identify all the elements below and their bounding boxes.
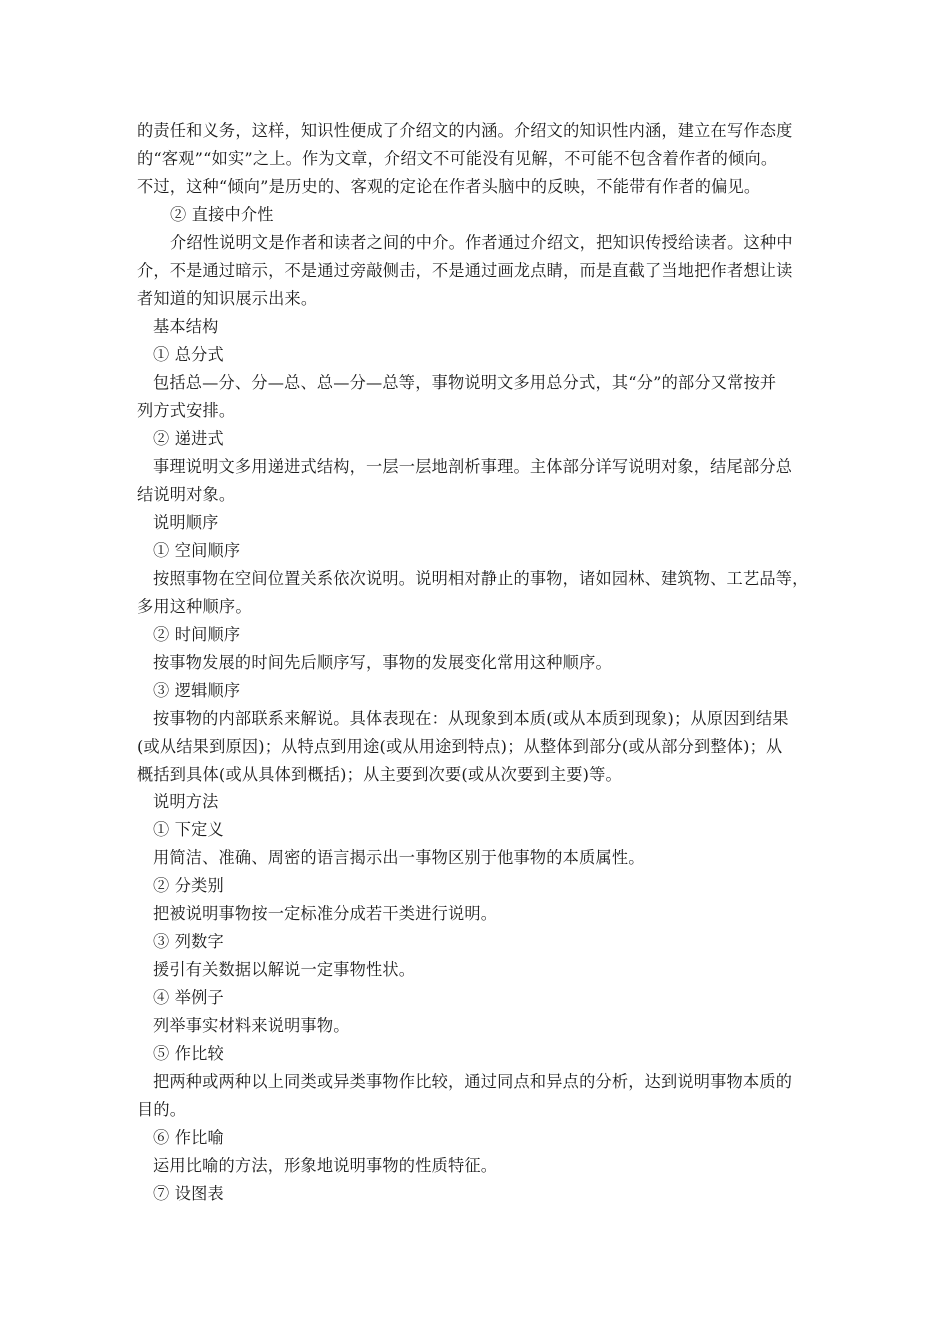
method4-text: 列举事实材料来说明事物。	[153, 1016, 350, 1035]
method5-line-2: 目的。	[137, 1100, 187, 1119]
methods-title: 说明方法	[153, 792, 219, 811]
order-item3-line-2: (或从结果到原因)；从特点到用途(或从用途到特点)；从整体到部分(或从部分到整体)；从	[137, 737, 783, 756]
structure-title: 基本结构	[153, 317, 219, 336]
method6-heading: ⑥ 作比喻	[153, 1128, 224, 1147]
structure-item2-line-2: 结说明对象。	[137, 485, 236, 504]
structure-item2-line-1: 事理说明文多用递进式结构，一层一层地剖析事理。主体部分详写说明对象，结尾部分总	[153, 457, 793, 476]
method7-heading: ⑦ 设图表	[153, 1184, 224, 1203]
method3-heading: ③ 列数字	[153, 932, 224, 951]
order-item2-heading: ② 时间顺序	[153, 625, 241, 644]
method2-text: 把被说明事物按一定标准分成若干类进行说明。	[153, 904, 498, 923]
order-item3-line-1: 按事物的内部联系来解说。具体表现在：从现象到本质(或从本质到现象)；从原因到结果	[153, 709, 789, 728]
method1-heading: ① 下定义	[153, 820, 224, 839]
intro-line-1: 的责任和义务，这样，知识性便成了介绍文的内涵。介绍文的知识性内涵，建立在写作态度	[137, 121, 793, 140]
structure-item1-heading: ① 总分式	[153, 345, 224, 364]
order-item1-line-2: 多用这种顺序。	[137, 597, 252, 616]
method1-text: 用简洁、准确、周密的语言揭示出一事物区别于他事物的本质属性。	[153, 848, 645, 867]
method4-heading: ④ 举例子	[153, 988, 224, 1007]
order-title: 说明顺序	[153, 513, 219, 532]
intro-line-2: 的“客观”“如实”之上。作为文章，介绍文不可能没有见解，不可能不包含着作者的倾向。	[137, 149, 778, 168]
intro-line-3: 不过，这种“倾向”是历史的、客观的定论在作者头脑中的反映，不能带有作者的偏见。	[137, 177, 761, 196]
structure-item2-heading: ② 递进式	[153, 429, 224, 448]
direct-line-1: 介绍性说明文是作者和读者之间的中介。作者通过介绍文，把知识传授给读者。这种中	[170, 233, 793, 252]
method5-heading: ⑤ 作比较	[153, 1044, 224, 1063]
direct-line-3: 者知道的知识展示出来。	[137, 289, 318, 308]
method5-line-1: 把两种或两种以上同类或异类事物作比较，通过同点和异点的分析，达到说明事物本质的	[153, 1072, 793, 1091]
method3-text: 援引有关数据以解说一定事物性状。	[153, 960, 416, 979]
order-item1-line-1: 按照事物在空间位置关系依次说明。说明相对静止的事物，诸如园林、建筑物、工艺品等，	[153, 569, 809, 588]
order-item2-line-1: 按事物发展的时间先后顺序写，事物的发展变化常用这种顺序。	[153, 653, 612, 672]
order-item3-line-3: 概括到具体(或从具体到概括)；从主要到次要(或从次要到主要)等。	[137, 765, 622, 784]
method2-heading: ② 分类别	[153, 876, 224, 895]
direct-heading: ② 直接中介性	[170, 205, 274, 224]
method6-text: 运用比喻的方法，形象地说明事物的性质特征。	[153, 1156, 498, 1175]
direct-line-2: 介，不是通过暗示，不是通过旁敲侧击，不是通过画龙点睛，而是直截了当地把作者想让读	[137, 261, 793, 280]
order-item3-heading: ③ 逻辑顺序	[153, 681, 241, 700]
structure-item1-line-1: 包括总—分、分—总、总—分—总等，事物说明文多用总分式，其“分”的部分又常按并	[153, 373, 777, 392]
order-item1-heading: ① 空间顺序	[153, 541, 241, 560]
structure-item1-line-2: 列方式安排。	[137, 401, 236, 420]
